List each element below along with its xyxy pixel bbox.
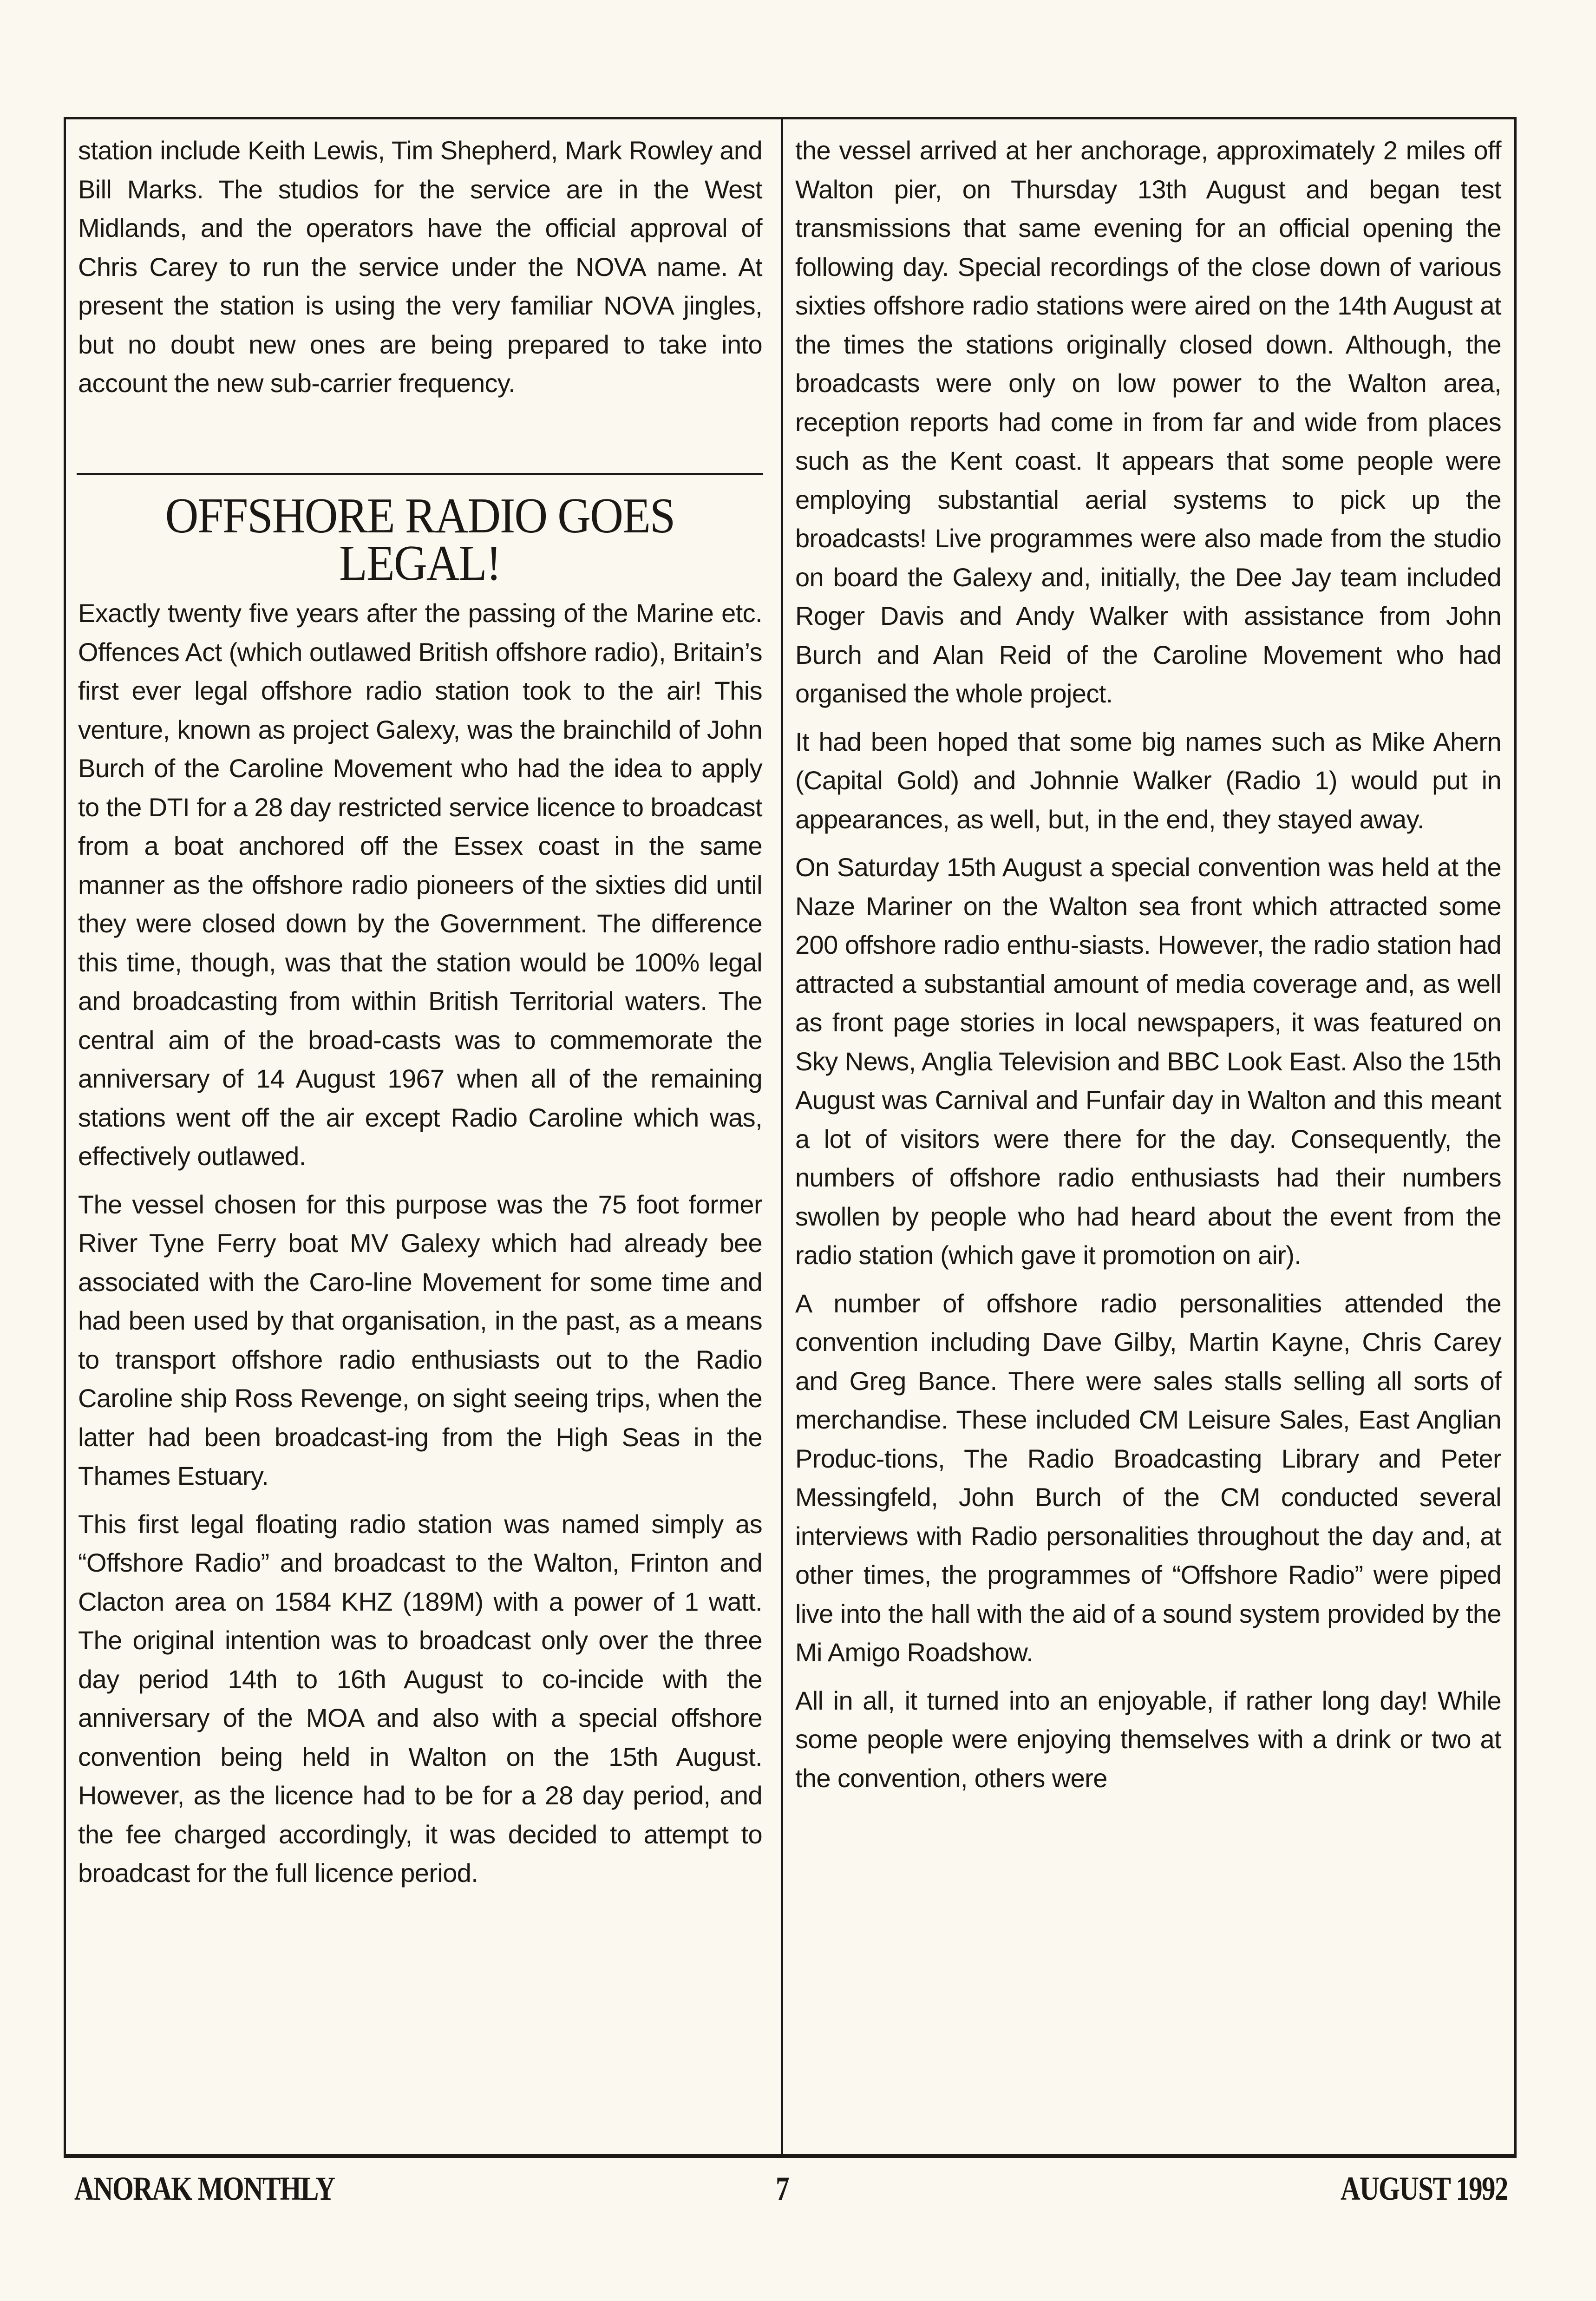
right-column-body <box>795 131 1501 1807</box>
footer-page-number: 7 <box>776 2170 789 2207</box>
section-divider <box>77 473 763 475</box>
article-headline <box>104 488 736 591</box>
footer-issue-date: AUGUST 1992 <box>1341 2170 1508 2207</box>
body-paragraph: This first legal floating radio station was named simply as “Offshore Radio” and broadcast to the Walton, Frinton and Clacton area on 1584 KHZ (189M) with a power of 1 watt. The original intention was to broadcast only over the three day period 14th to 16th August to co-incide with the anniversary of the MOA and also with a special offshore convention being held in Walton on the 15th August. However, as the licence had to be for a 28 day period, and the fee charged accordingly, it was decided to attempt to broadcast for the full licence period. <box>78 1509 762 1888</box>
intro-paragraph: station include Keith Lewis, Tim Shepherd, Mark Rowley and Bill Marks. The studios for the service are in the West Midlands, and the operators have the official approval of Chris Carey to run the service under the NOVA name. At present the station is using the very familiar NOVA jingles, but no doubt new ones are being prepared to take into account the new sub-carrier frequency. <box>78 136 762 398</box>
headline-line-1: OFFSHORE RADIO GOES <box>165 488 675 544</box>
body-paragraph: It had been hoped that some big names such as Mike Ahern (Capital Gold) and Johnnie Walker (Radio 1) would put in appearances, as well, but, in the end, they stayed away. <box>795 727 1501 834</box>
bottom-rule <box>64 2154 1517 2158</box>
body-paragraph: All in all, it turned into an enjoyable, if rather long day! While some people were enjoying themselves with a drink or two at the convention, others were <box>795 1685 1501 1793</box>
body-paragraph: the vessel arrived at her anchorage, approximately 2 miles off Walton pier, on Thursday 13th August and began test transmissions that same evening for an official opening the following day. Special recordings of the close down of various sixties offshore radio stations were aired on the 14th August at the times the stations originally closed down. Although, the broadcasts were only on low power to the Walton area, reception reports had come in from far and wide from places such as the Kent coast. It appears that some people were employing substantial aerial systems to pick up the broadcasts! Live programmes were also made from the studio on board the Galexy and, initially, the Dee Jay team included Roger Davis and Andy Walker with assistance from John Burch and Alan Reid of the Caroline Movement who had organised the whole project. <box>795 136 1501 708</box>
body-paragraph: On Saturday 15th August a special convention was held at the Naze Mariner on the Walton sea front which attracted some 200 offshore radio enthu-siasts. However, the radio station had attracted a substantial amount of media coverage and, as well as front page stories in local newspapers, it was featured on Sky News, Anglia Television and BBC Look East. Also the 15th August was Carnival and Funfair day in Walton and this meant a lot of visitors were there for the day. Consequently, the numbers of offshore radio enthusiasts had their numbers swollen by people who had heard about the event from the radio station (which gave it promotion on air). <box>795 852 1501 1270</box>
column-divider <box>781 117 783 2156</box>
left-column-body <box>78 594 762 1902</box>
body-paragraph: A number of offshore radio personalities attended the convention including Dave Gilby, Martin Kayne, Chris Carey and Greg Bance. There were sales stalls selling all sorts of merchandise. These included CM Leisure Sales, East Anglian Produc-tions, The Radio Broadcasting Library and Peter Messingfeld, John Burch of the CM conducted several interviews with Radio personalities throughout the day and, at other times, the programmes of “Offshore Radio” were piped live into the hall with the aid of a sound system provided by the Mi Amigo Roadshow. <box>795 1288 1501 1667</box>
body-paragraph: Exactly twenty five years after the passing of the Marine etc. Offences Act (which outlawed British offshore radio), Britain’s first ever legal offshore radio station took to the air! This venture, known as project Galexy, was the brainchild of John Burch of the Caroline Movement who had the idea to apply to the DTI for a 28 day restricted service licence to broadcast from a boat anchored off the Essex coast in the same manner as the offshore radio pioneers of the sixties did until they were closed down by the Government. The difference this time, though, was that the station would be 100% legal and broadcasting from within British Territorial waters. The central aim of the broad-casts was to commemorate the anniversary of 14 August 1967 when all of the remaining stations went off the air except Radio Caroline which was, effectively outlawed. <box>78 598 762 1171</box>
headline-line-2: LEGAL! <box>339 536 501 591</box>
body-paragraph: The vessel chosen for this purpose was the 75 foot former River Tyne Ferry boat MV Galexy which had already bee associated with the Caro-line Movement for some time and had been used by that organisation, in the past, as a means to transport offshore radio enthusiasts out to the Radio Caroline ship Ross Revenge, on sight seeing trips, when the latter had been broadcast-ing from the High Seas in the Thames Estuary. <box>78 1189 762 1490</box>
footer-publication-name: ANORAK MONTHLY <box>74 2170 335 2207</box>
left-column-intro <box>78 131 762 412</box>
